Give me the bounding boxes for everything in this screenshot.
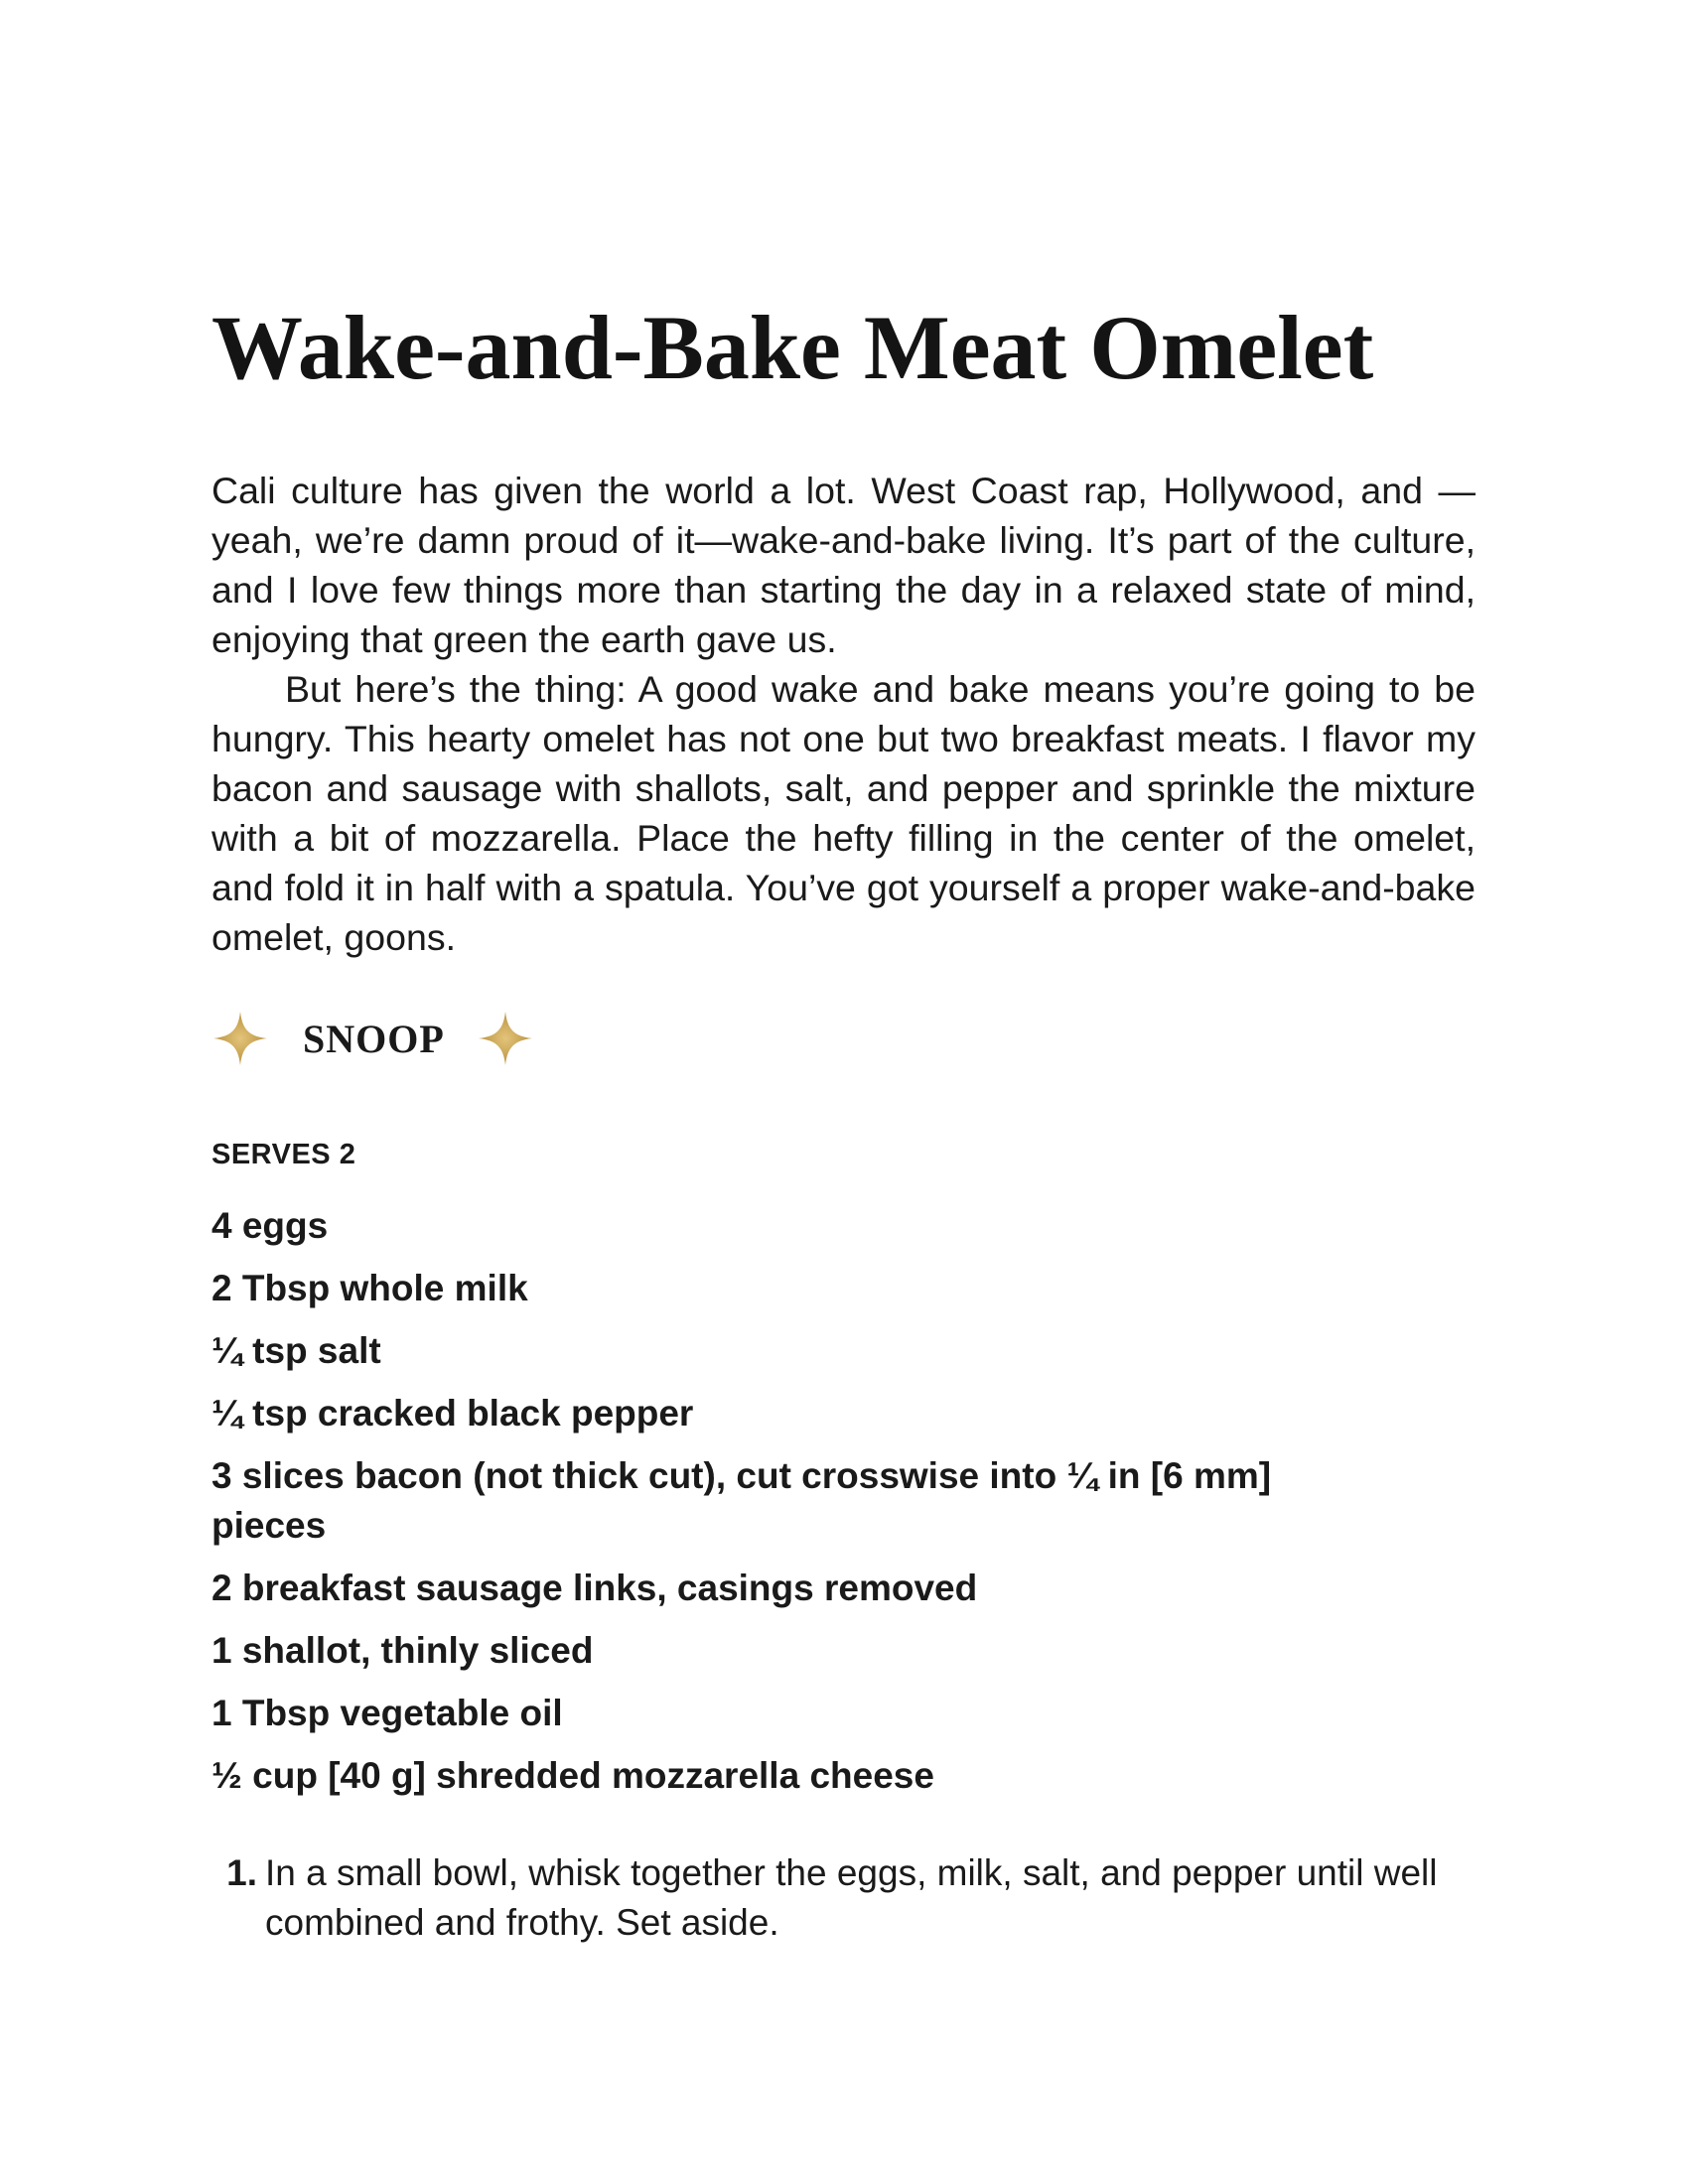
recipe-intro (211, 466, 1476, 962)
intro-paragraph: But here’s the thing: A good wake and bake means you’re going to be hungry. This hearty omelet has not one but two breakfast meats. I flavor my bacon and sausage with shallots, salt, and pepper and sprinkle the mixture with a bit of mozzarella. Place the hefty filling in the center of the omelet, and fold it in half with a spatula. You’ve got yourself a proper wake-and-bake omelet, goons. (211, 668, 1476, 959)
intro-paragraph: Cali culture has given the world a lot. West Coast rap, Hollywood, and —yeah, we’re damn proud of it—wake-and-bake living. It’s part of the culture, and I love few things more than starting the day in a relaxed state of mind, enjoying that green the earth gave us. (211, 470, 1476, 661)
ingredient-item: 4 eggs (211, 1205, 329, 1247)
author-signature (211, 1004, 1476, 1073)
ingredient-list (211, 1201, 1353, 1801)
ingredient-item: 3 slices bacon (not thick cut), cut crosswise into ¼ in [6 mm] pieces (211, 1455, 1272, 1547)
ingredient-item: 1 Tbsp vegetable oil (211, 1693, 563, 1734)
ingredient-item: ¼ tsp cracked black pepper (211, 1393, 694, 1434)
serves-label: SERVES 2 (211, 1139, 356, 1171)
sparkle-star-icon (211, 1010, 269, 1067)
ingredient-item: 2 breakfast sausage links, casings removed (211, 1568, 978, 1609)
instruction-steps (211, 1848, 1476, 1948)
step-number: 1. (226, 1852, 257, 1894)
ingredient-item: ¼ tsp salt (211, 1330, 381, 1372)
recipe-page (211, 298, 1476, 1948)
sparkle-star-icon (477, 1010, 534, 1067)
signature-name: SNOOP (303, 1016, 445, 1061)
ingredient-item: 1 shallot, thinly sliced (211, 1630, 594, 1672)
step-text: In a small bowl, whisk together the eggs, milk, salt, and pepper until well combined and frothy. Set aside. (265, 1852, 1438, 1944)
ingredient-item: ½ cup [40 g] shredded mozzarella cheese (211, 1755, 934, 1797)
instruction-step (211, 1848, 1476, 1948)
ingredient-item: 2 Tbsp whole milk (211, 1268, 528, 1309)
recipe-title: Wake-and-Bake Meat Omelet (211, 297, 1374, 398)
